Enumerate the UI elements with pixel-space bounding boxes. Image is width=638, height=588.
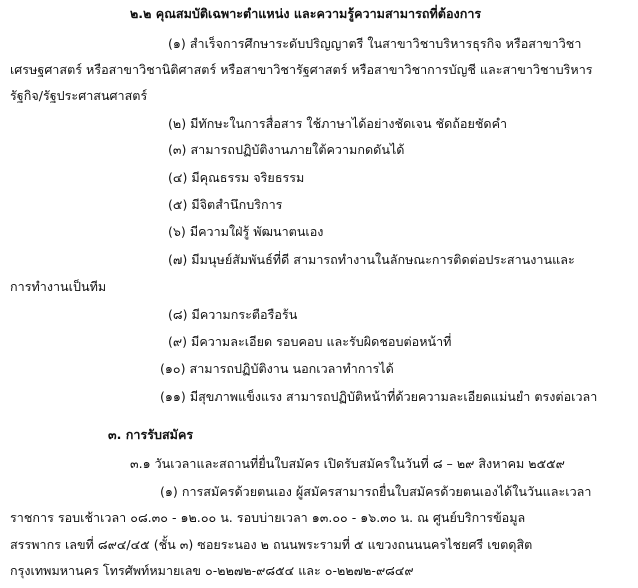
application-1-line-1: (๑) การสมัครด้วยตนเอง ผู้สมัครสามารถยื่นใบสมัครด้วยตนเองได้ในวันและเวลา bbox=[160, 484, 592, 499]
qualification-7-line-2: การทำงานเป็นทีม bbox=[10, 279, 107, 294]
qualification-3: (๓) สามารถปฏิบัติงานภายใต้ความกดดันได้ bbox=[168, 142, 405, 157]
qualification-8: (๘) มีความกระตือรือร้น bbox=[168, 307, 298, 322]
qualification-7-line-1: (๗) มีมนุษย์สัมพันธ์ที่ดี สามารถทำงานในลักษณะการติดต่อประสานงานและ bbox=[168, 252, 575, 267]
section-3-heading: ๓. การรับสมัคร bbox=[108, 427, 194, 442]
qualification-1-line-1: (๑) สำเร็จการศึกษาระดับปริญญาตรี ในสาขาวิชาบริหารธุรกิจ หรือสาขาวิชา bbox=[168, 36, 582, 51]
qualification-11: (๑๑) มีสุขภาพแข็งแรง สามารถปฏิบัติหน้าที่ด้วยความละเอียดแม่นยำ ตรงต่อเวลา bbox=[160, 389, 598, 404]
application-1-line-3: สรรพากร เลขที่ ๘๙๔/๔๕ (ชั้น ๓) ซอยระนอง ๒ ถนนพระรามที่ ๕ แขวงถนนนครไชยศรี เขตดุสิต bbox=[10, 537, 533, 552]
application-1-line-2: ราชการ รอบเช้าเวลา ๐๘.๓๐ - ๑๒.๐๐ น. รอบบ่ายเวลา ๑๓.๐๐ - ๑๖.๓๐ น. ณ ศูนย์บริการข้อมูล bbox=[10, 510, 526, 525]
qualification-4: (๔) มีคุณธรรม จริยธรรม bbox=[168, 170, 305, 185]
qualification-6: (๖) มีความใฝ่รู้ พัฒนาตนเอง bbox=[168, 224, 324, 239]
qualification-5: (๕) มีจิตสำนึกบริการ bbox=[168, 197, 283, 212]
qualification-9: (๙) มีความละเอียด รอบคอบ และรับผิดชอบต่อหน้าที่ bbox=[168, 334, 452, 349]
application-1-line-4: กรุงเทพมหานคร โทรศัพท์หมายเลข ๐-๒๒๗๒-๙๘๕๔ และ ๐-๒๒๗๒-๙๘๔๙ bbox=[10, 563, 414, 578]
qualification-2: (๒) มีทักษะในการสื่อสาร ใช้ภาษาได้อย่างชัดเจน ชัดถ้อยชัดคำ bbox=[168, 116, 508, 131]
section-3-1-line: ๓.๑ วันเวลาและสถานที่ยื่นใบสมัคร เปิดรับสมัครในวันที่ ๘ – ๒๙ สิงหาคม ๒๕๕๙ bbox=[130, 456, 565, 471]
qualification-1-line-2: เศรษฐศาสตร์ หรือสาขาวิชานิติศาสตร์ หรือสาขาวิชารัฐศาสตร์ หรือสาขาวิชาการบัญชี และสาขาวิชาบริหาร bbox=[10, 62, 593, 77]
section-2-2-heading: ๒.๒ คุณสมบัติเฉพาะตำแหน่ง และความรู้ความสามารถที่ต้องการ bbox=[130, 6, 482, 21]
qualification-1-line-3: รัฐกิจ/รัฐประศาสนศาสตร์ bbox=[10, 88, 148, 103]
qualification-10: (๑๐) สามารถปฏิบัติงาน นอกเวลาทำการได้ bbox=[160, 361, 394, 376]
